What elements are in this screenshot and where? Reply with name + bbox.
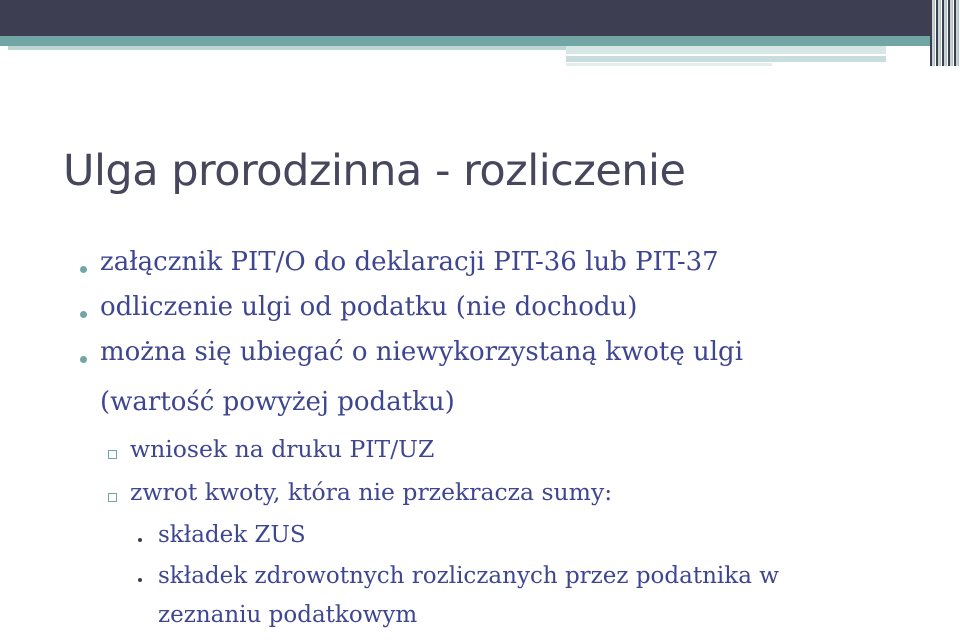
bullet-item: odliczenie ulgi od podatku (nie dochodu) — [100, 292, 638, 322]
round-bullet-icon — [80, 266, 87, 273]
sub-sub-bullet-item-continuation: zeznaniu podatkowym — [158, 602, 418, 628]
small-dot-bullet-icon — [138, 578, 142, 582]
small-dot-bullet-icon — [138, 538, 142, 542]
square-bullet-icon — [108, 450, 117, 459]
sub-bullet-item: wniosek na druku PIT/UZ — [130, 435, 435, 463]
round-bullet-icon — [80, 311, 87, 318]
sub-sub-bullet-item: składek zdrowotnych rozliczanych przez podatnika w — [158, 563, 779, 589]
round-bullet-icon — [80, 356, 87, 363]
bullet-item-continuation: (wartość powyżej podatku) — [100, 387, 455, 417]
square-bullet-icon — [108, 493, 117, 502]
bullet-item: można się ubiegać o niewykorzystaną kwotę ulgi — [100, 337, 744, 367]
bullet-item: załącznik PIT/O do deklaracji PIT-36 lub PIT-37 — [100, 247, 719, 277]
slide-title: Ulga prorodzinna - rozliczenie — [63, 146, 686, 196]
sub-sub-bullet-item: składek ZUS — [158, 522, 306, 548]
sub-bullet-item: zwrot kwoty, która nie przekracza sumy: — [130, 478, 613, 506]
